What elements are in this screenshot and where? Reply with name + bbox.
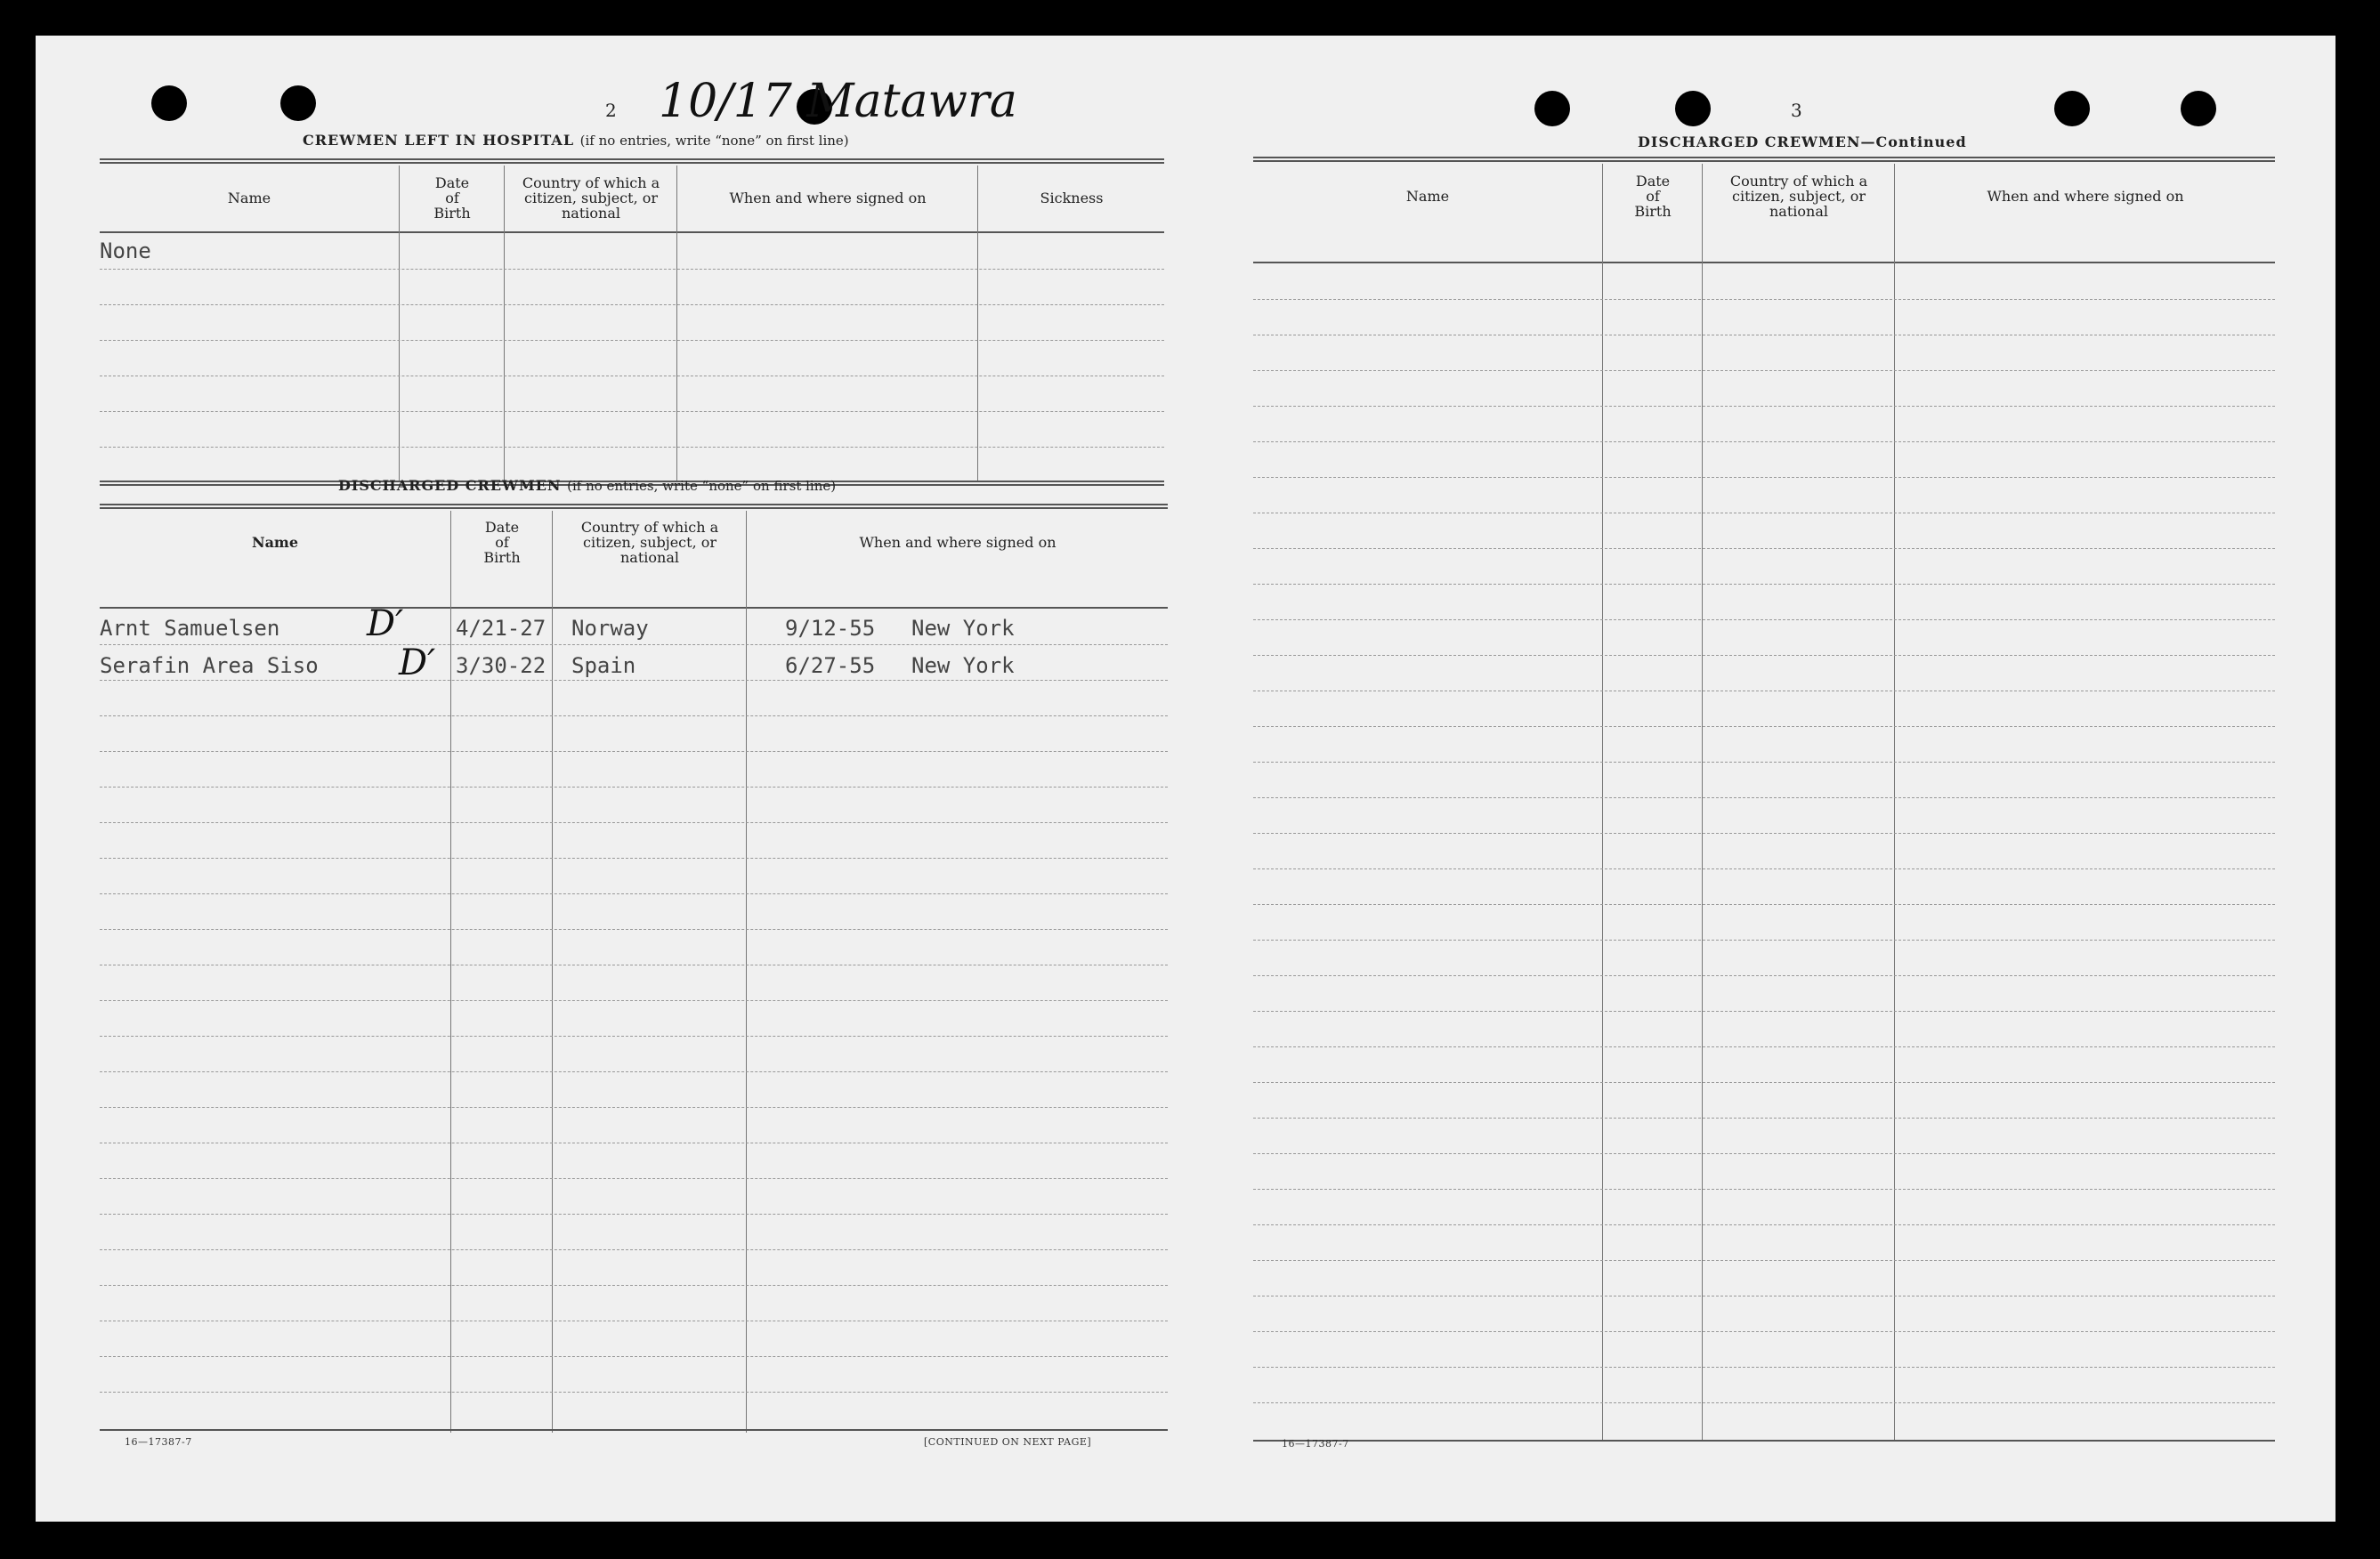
left-page [36, 36, 1186, 1522]
header-name: Name [251, 533, 299, 551]
column-divider [1602, 164, 1603, 1440]
row-line [100, 1036, 1168, 1037]
row-line [100, 304, 1164, 305]
row-line [1253, 1260, 2275, 1261]
punch-hole [280, 85, 316, 121]
column-divider [1702, 164, 1703, 1440]
row-line [1253, 797, 2275, 798]
row-line [100, 787, 1168, 788]
row-line [100, 822, 1168, 823]
discharged-continued-table [1253, 157, 2275, 1447]
discharged-table [100, 504, 1168, 1433]
table-top-rule [100, 158, 1164, 164]
discharged-title-sub: (if no entries, write “none” on first line) [567, 478, 837, 494]
discharge-mark: D′ [367, 603, 404, 644]
header-rule [100, 607, 1168, 609]
row-line [1253, 975, 2275, 976]
column-divider [504, 166, 505, 482]
row-line [100, 751, 1168, 752]
row-line [100, 644, 1168, 645]
discharged-title-main: DISCHARGED CREWMEN [338, 477, 562, 494]
row-line [1253, 1224, 2275, 1225]
header-country: Country of which a citizen, subject, or national [522, 174, 660, 222]
hospital-table-header [100, 166, 1164, 230]
header-name: Name [1405, 187, 1450, 205]
form-number: 16—17387-7 [125, 1436, 192, 1448]
crew-dob: 4/21-27 [456, 616, 546, 641]
crew-country: Spain [571, 653, 636, 678]
manifest-sheet [36, 36, 2335, 1522]
row-line [1253, 1011, 2275, 1012]
row-line [1253, 370, 2275, 371]
punch-hole [2181, 91, 2216, 126]
row-line [100, 1356, 1168, 1357]
row-line [100, 1000, 1168, 1001]
header-signed-on: When and where signed on [1987, 187, 2184, 205]
header-signed-on: When and where signed on [859, 533, 1056, 551]
row-line [1253, 1367, 2275, 1368]
row-line [100, 929, 1168, 930]
row-line [1253, 1153, 2275, 1154]
row-line [1253, 1082, 2275, 1083]
row-line [1253, 1189, 2275, 1190]
punch-hole [1675, 91, 1711, 126]
handwritten-annotation: 10/17 Matawra [659, 75, 1017, 128]
crew-name: Arnt Samuelsen [100, 616, 280, 641]
row-line [100, 447, 1164, 448]
row-line [1253, 299, 2275, 300]
crew-signed-place: New York [911, 616, 1015, 641]
row-line [100, 1071, 1168, 1072]
row-line [1253, 833, 2275, 834]
row-line [1253, 584, 2275, 585]
hospital-table [100, 158, 1164, 488]
row-line [1253, 655, 2275, 656]
punch-hole [1534, 91, 1570, 126]
hospital-section-title [303, 132, 849, 149]
table-bottom-rule [1253, 1440, 2275, 1442]
row-line [100, 340, 1164, 341]
crew-dob: 3/30-22 [456, 653, 546, 678]
header-sickness: Sickness [1040, 189, 1104, 206]
row-line [1253, 726, 2275, 727]
row-line [1253, 1118, 2275, 1119]
row-line [100, 269, 1164, 270]
row-line [100, 1392, 1168, 1393]
header-country: Country of which a citizen, subject, or national [1729, 172, 1868, 220]
row-line [1253, 477, 2275, 478]
continued-note: [CONTINUED ON NEXT PAGE] [924, 1436, 1092, 1448]
table-bottom-rule [100, 1429, 1168, 1431]
punch-hole [2054, 91, 2090, 126]
crew-country: Norway [571, 616, 649, 641]
row-line [1253, 940, 2275, 941]
row-line [1253, 548, 2275, 549]
page-number: 2 [605, 100, 617, 121]
right-page [1186, 36, 2335, 1522]
hospital-entry-none: None [100, 238, 151, 263]
row-line [1253, 441, 2275, 442]
form-number: 16—17387-7 [1282, 1438, 1349, 1450]
row-line [100, 1285, 1168, 1286]
header-rule [100, 231, 1164, 233]
row-line [1253, 762, 2275, 763]
hospital-title-main: CREWMEN LEFT IN HOSPITAL [303, 132, 575, 149]
header-country: Country of which a citizen, subject, or national [580, 518, 719, 566]
discharged-section-title [338, 477, 836, 494]
row-line [100, 858, 1168, 859]
crew-signed-date: 9/12-55 [785, 616, 876, 641]
row-line [1253, 406, 2275, 407]
discharged-table-header [100, 511, 1168, 573]
column-divider [1894, 164, 1895, 1440]
table-top-rule [1253, 157, 2275, 162]
punch-hole [151, 85, 187, 121]
column-divider [977, 166, 978, 482]
column-divider [746, 511, 747, 1433]
row-line [100, 1107, 1168, 1108]
row-line [1253, 1402, 2275, 1403]
column-divider [450, 511, 451, 1433]
header-signed-on: When and where signed on [729, 189, 927, 206]
row-line [1253, 868, 2275, 869]
crew-signed-place: New York [911, 653, 1015, 678]
column-divider [399, 166, 400, 482]
crew-name: Serafin Area Siso [100, 653, 319, 678]
row-line [100, 893, 1168, 894]
page-number: 3 [1791, 100, 1802, 121]
column-divider [676, 166, 677, 482]
header-date-of-birth: Date of Birth [483, 518, 521, 566]
header-date-of-birth: Date of Birth [433, 174, 471, 222]
crew-signed-date: 6/27-55 [785, 653, 876, 678]
hospital-title-sub: (if no entries, write “none” on first line) [579, 133, 849, 149]
header-date-of-birth: Date of Birth [1634, 172, 1672, 220]
row-line [100, 715, 1168, 716]
row-line [100, 1178, 1168, 1179]
discharged-continued-header [1253, 164, 2275, 228]
row-line [1253, 904, 2275, 905]
row-line [100, 1214, 1168, 1215]
row-line [100, 1249, 1168, 1250]
header-rule [1253, 262, 2275, 263]
discharged-continued-title: DISCHARGED CREWMEN—Continued [1638, 133, 1967, 150]
row-line [1253, 1331, 2275, 1332]
header-name: Name [227, 189, 271, 206]
row-line [100, 680, 1168, 681]
table-top-rule [100, 504, 1168, 509]
row-line [100, 411, 1164, 412]
row-line [1253, 619, 2275, 620]
column-divider [552, 511, 553, 1433]
row-line [1253, 1046, 2275, 1047]
discharge-mark: D′ [399, 642, 436, 683]
